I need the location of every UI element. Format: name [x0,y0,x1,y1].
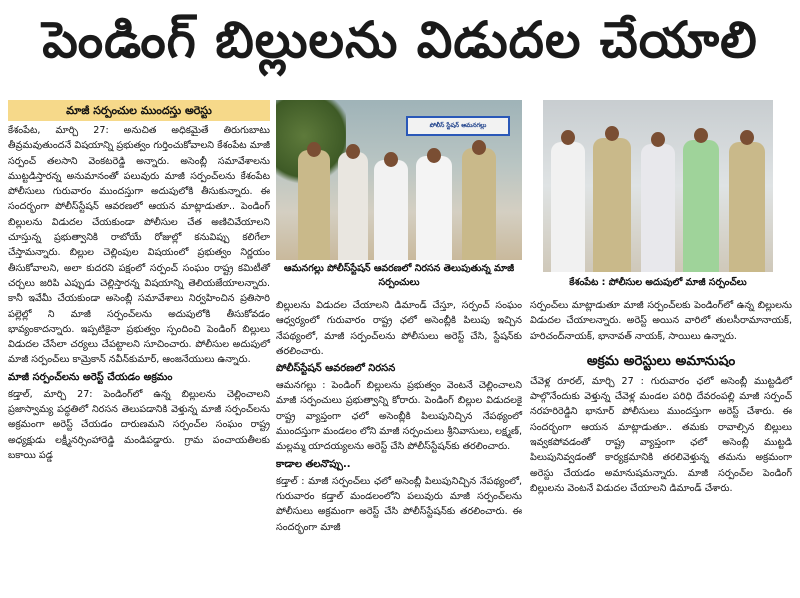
person-head [561,130,575,145]
sub-banner: మాజీ సర్పంచుల ముందస్తు అరెస్టు [8,100,270,121]
person-figure [338,152,368,260]
subheading: పోలీస్‌స్టేషన్ ఆవరణలో నిరసన [276,363,396,375]
person-head [307,142,321,157]
article-paragraph: కేశంపేట, మార్చి 27: అనుచిత అధికమైతే తిరుగుబాటు తీవ్రమవుతుందనే విషయాన్ని ప్రభుత్వం గుర్తించుకోవాలని కేశంపేట మాజీ సర్పంచ్ తలసాని వెంకటరెడ్డి అన్నారు. అసెంబ్లీ సమావేశాలను ముట్టడిస్తారన్న అనుమానంతో పలువురు మాజీ సర్పంచ్‌లను కేశంపేట పోలీసులు గురువారం ముందస్తుగా అదుపులోకి తీసుకున్నారు. ఈ సందర్భంగా పోలీస్‌స్టేషన్ ఆవరణలో ఆయన మాట్లాడుతూ.. పెండింగ్ బిల్లులను విడుదల చేయకుండా పోలీసుల చేత అణిచివేయాలని చూస్తున్న ప్రభుత్వానికి రాబోయే రోజుల్లో కనువిప్పు కలిగేలా చేస్తామన్నారు. బిల్లుల చెల్లింపుల విషయంలో ప్రభుత్వం నిర్ణయం తీసుకోవాలని, అలా కుదరని పక్షంలో సర్పంచ్ సంఘం రాష్ట్ర కమిటీతో చర్చలు జరిపి ఎప్పుడు చెల్లిస్తారన్న విషయాన్ని తెలియజేయాలన్నారు. కానీ ఇవేమీ చేయకుండా అసెంబ్లీ సమావేశాలు నిర్వహించిన ప్రతిసారి పల్లెల్లో ని మాజీ సర్పంచ్‌లను అదుపులోకి తీసుకోవడం భావ్యంకాదన్నారు. ఇప్పటికైనా ప్రభుత్వం స్పందించి పెండింగ్ బిల్లులు విడుదల చేసేలా చర్యలు చేపట్టాలని సూచించారు. పోలీసుల అదుపులో మాజీ సర్పంచ్‌లు కామ్రెకాన్ నవీన్‌కుమార్, ఆంజనేయులు ఉన్నారు. [8,125,270,366]
station-sign: పోలీస్ స్టేషన్ ఆమనగల్లు [406,116,510,136]
person-head [472,140,486,155]
photo-caption: ఆమనగల్లు పోలీస్‌స్టేషన్ ఆవరణలో నిరసన తెలుపుతున్న మాజీ సర్పంచులు [283,263,515,288]
person-figure [416,156,452,260]
person-figure [298,150,330,260]
person-figure [374,160,408,260]
person-figure [462,148,496,260]
column-right [530,298,792,496]
person-figure [641,144,675,272]
column-left [8,100,270,463]
person-head [605,126,619,141]
person-head [694,128,708,143]
article-paragraph: బిల్లులను విడుదల చేయాలని డిమాండ్ చేస్తూ, సర్పంచ్ సంఘం ఆధ్వర్యంలో గురువారం రాష్ట్ర ఛలో అసెంబ్లీకి పిలుపు ఇచ్చిన నేపథ్యంలో, మాజీ సర్పంచ్‌లను పోలీసులు అరెస్ట్ చేసి, స్టేషన్‌కు తరలించారు. [276,300,522,357]
subheading: మాజీ సర్పంచ్‌లను అరెస్ట్ చేయడం అక్రమం [8,371,173,383]
person-head [384,152,398,167]
person-head [346,144,360,159]
photo-caption: కేశంపేట : పోలీసుల అదుపులో మాజీ సర్పంచ్‌లు [569,277,747,288]
section-title: అక్రమ అరెస్టులు అమానుషం [586,352,736,369]
article-paragraph: కడ్తాల్, మార్చి 27: పెండింగ్‌లో ఉన్న బిల్లులను చెల్లించాలని ప్రజాస్వామ్య పద్ధతిలో నిరసన తెలుపడానికి వెళ్తున్న మాజీ సర్పంచ్‌లను అక్రమంగా అరెస్ట్ చేయడం దారుణమని సర్పంచ్‌ల సంఘం రాష్ట్ర అధ్యక్షుడు లక్ష్మీనర్సింహారెడ్డి మండిపడ్డారు. గ్రామ పంచాయతీలకు బకాయి పడ్డ [8,388,270,461]
person-figure [593,138,631,272]
article-paragraph: కడ్తాల్ : మాజీ సర్పంచ్‌లు ఛలో అసెంబ్లీ పిలుపునిచ్చిన నేపథ్యంలో, గురువారం కడ్తాల్ మండలంలోని పలువురు మాజీ సర్పంచ్‌లను పోలీసులు అక్రమంగా అరెస్ట్ చేసి పోలీస్‌స్టేషన్‌కు తరలించారు. ఈ సందర్భంగా మాజీ [276,475,522,533]
person-head [427,148,441,163]
person-figure [683,140,719,272]
photo-detained [543,100,773,272]
article-paragraph: సర్పంచ్‌లు మాట్లాడుతూ మాజీ సర్పంచ్‌లకు పెండింగ్‌లో ఉన్న బిల్లులను విడుదల చేయాలన్నారు. అరెస్ట్ అయిన వారిలో తులసీరామానాయక్, హరిచంద్‌నాయక్, భానావత్ నాయక్, సాయిలు ఉన్నారు. [530,300,792,342]
article-paragraph: చేవెళ్ల రూరల్, మార్చి 27 : గురువారం ఛలో అసెంబ్లీ ముట్టడిలో పాల్గొనేందుకు వెళ్తున్న చేవెళ్ల మండల పరిధి దేవరంపల్లి మాజీ సర్పంచ్ నరహరిరెడ్డిని భానూర్ పోలీసులు ముందస్తుగా అరెస్ట్ చేశారు. ఈ సందర్భంగా ఆయన మాట్లాడుతూ.. తమకు రావాల్సిన బిల్లులు ఇవ్వకపోవడంతో రాష్ట్ర వ్యాప్తంగా ఛలో అసెంబ్లీ ముట్టడి పిలుపునివ్వడంతో కార్యక్రమానికి తరలివెళ్తున్న తమను అక్రమంగా అరెస్టు చేయడం అమానుషమన్నారు. మాజీ సర్పంచ్‌ల పెండింగ్ బిల్లులను వెంటనే విడుదల చేయాలని డిమాండ్ చేశారు. [530,375,792,494]
person-head [740,130,754,145]
person-figure [551,142,585,272]
subheading: కాడాల తలనొప్పు.. [276,458,351,470]
person-head [651,132,665,147]
headline: పెండింగ్ బిల్లులను విడుదల చేయాలి [42,10,758,69]
column-middle [276,298,522,535]
article-paragraph: ఆమనగల్లు : పెండింగ్ బిల్లులను ప్రభుత్వం వెంటనే చెల్లించాలని మాజీ సర్పంచులు ప్రభుత్వాన్ని కోరారు. పెండింగ్ బిల్లుల విడుదలకై రాష్ట్ర వ్యాప్తంగా ఛలో అసెంబ్లీకి పిలుపునిచ్చిన నేపథ్యంలో ముందస్తుగా మండలం లోని మాజీ సర్పంచులు శ్రీనివాసులు, లక్ష్మణ్, మల్లమ్మ యాదయ్యలను అరెస్ట్ చేసి పోలీస్‌స్టేషన్‌కు తరలించారు. [276,380,522,453]
person-figure [729,142,765,272]
photo-protest [276,100,522,260]
